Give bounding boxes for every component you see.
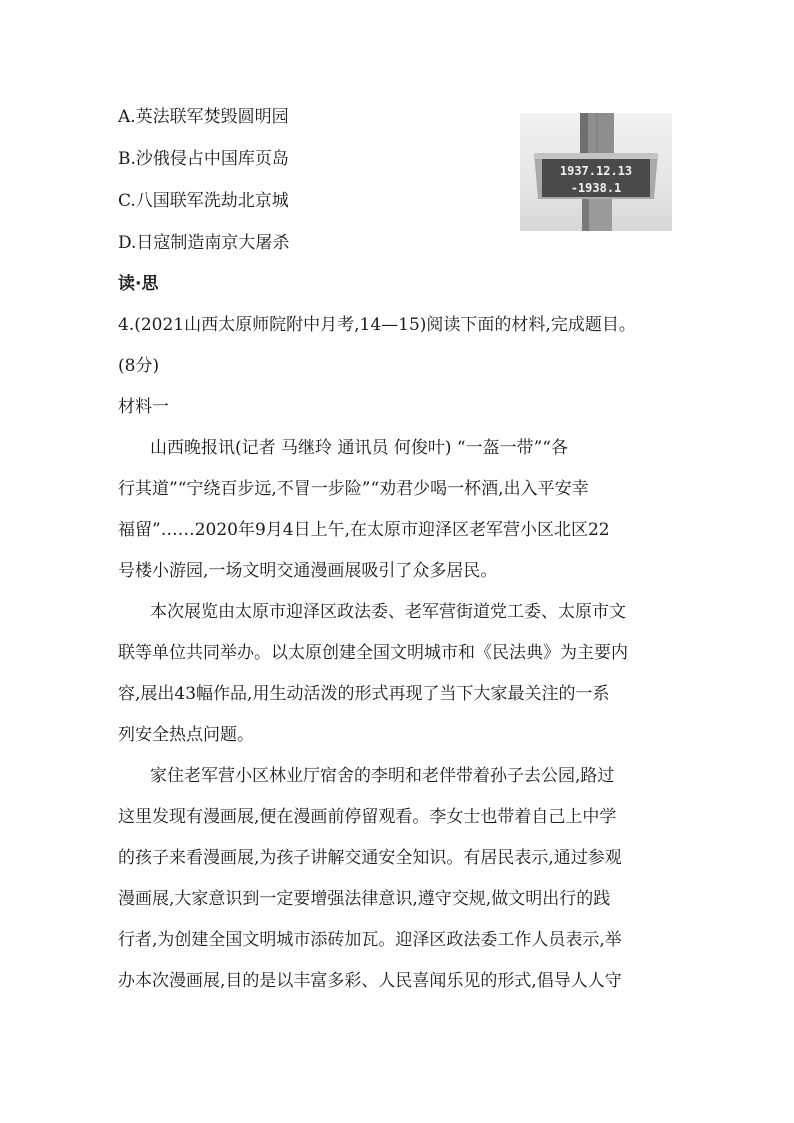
question-line-1: 4.(2021山西太原师院附中月考,14—15)阅读下面的材料,完成题目。 [118, 315, 636, 335]
paragraph-line: 列安全热点问题。 [118, 725, 254, 745]
question-line-2: (8分) [118, 356, 160, 376]
paragraph-line: 福留”……2020年9月4日上午,在太原市迎泽区老军营小区北区22 [118, 520, 610, 540]
option-d: D.日寇制造南京大屠杀 [118, 233, 290, 253]
paragraph-line: 山西晚报讯(记者 马继玲 通讯员 何俊叶) “一盔一带”“各 [150, 438, 568, 458]
paragraph-line: 本次展览由太原市迎泽区政法委、老军营街道党工委、太原市文 [150, 602, 626, 622]
option-a: A.英法联军焚毁圆明园 [118, 107, 289, 127]
paragraph-line: 行者,为创建全国文明城市添砖加瓦。迎泽区政法委工作人员表示,举 [118, 930, 622, 950]
memorial-date-top: 1937.12.13 [559, 164, 633, 178]
memorial-date-bottom: -1938.1 [570, 181, 622, 195]
memorial-image [520, 113, 672, 231]
option-c: C.八国联军洗劫北京城 [118, 191, 289, 211]
option-b: B.沙俄侵占中国库页岛 [118, 149, 289, 169]
paragraph-line: 漫画展,大家意识到一定要增强法律意识,遵守交规,做文明出行的践 [118, 889, 611, 909]
section-heading: 读·思 [118, 274, 159, 294]
memorial-photo [520, 113, 672, 231]
paragraph-line: 这里发现有漫画展,便在漫画前停留观看。李女士也带着自己上中学 [118, 807, 617, 827]
paragraph-line: 号楼小游园,一场文明交通漫画展吸引了众多居民。 [118, 561, 498, 581]
paragraph-line: 家住老军营小区林业厅宿舍的李明和老伴带着孙子去公园,路过 [150, 766, 615, 786]
material-label: 材料一 [118, 397, 169, 417]
paragraph-line: 容,展出43幅作品,用生动活泼的形式再现了当下大家最关注的一系 [118, 684, 610, 704]
paragraph-line: 的孩子来看漫画展,为孩子讲解交通安全知识。有居民表示,通过参观 [118, 848, 622, 868]
paragraph-line: 联等单位共同举办。以太原创建全国文明城市和《民法典》为主要内 [118, 643, 628, 663]
paragraph-line: 办本次漫画展,目的是以丰富多彩、人民喜闻乐见的形式,倡导人人守 [118, 971, 622, 991]
paragraph-line: 行其道”“宁绕百步远,不冒一步险”“劝君少喝一杯酒,出入平安幸 [118, 479, 589, 499]
